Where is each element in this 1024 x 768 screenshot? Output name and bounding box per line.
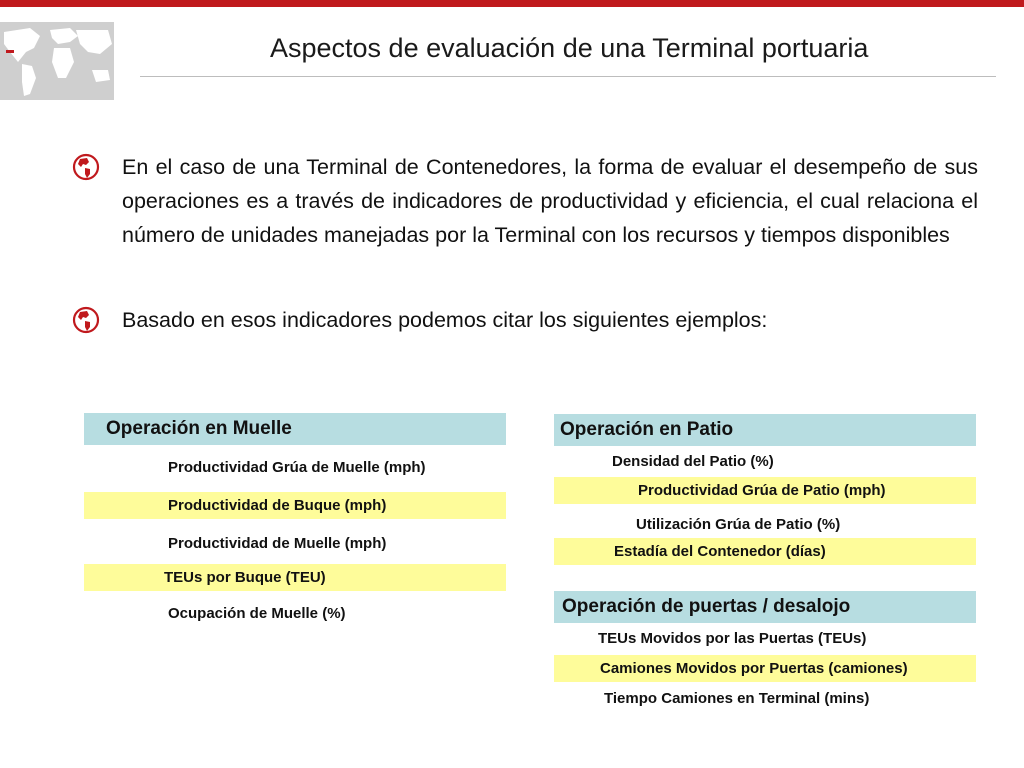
world-map-icon (0, 22, 114, 100)
kpi-row: Productividad de Muelle (mph) (168, 535, 387, 552)
kpi-row: Productividad Grúa de Patio (mph) (554, 477, 976, 504)
kpi-row: Estadía del Contenedor (días) (554, 538, 976, 565)
kpi-row: Camiones Movidos por Puertas (camiones) (554, 655, 976, 682)
kpi-row: Utilización Grúa de Patio (%) (636, 516, 841, 533)
kpi-row: Tiempo Camiones en Terminal (mins) (604, 690, 870, 707)
bullet-text: Basado en esos indicadores podemos citar los siguientes ejemplos: (122, 308, 768, 332)
slide-title: Aspectos de evaluación de una Terminal portuaria (270, 33, 869, 63)
kpi-row: Densidad del Patio (%) (612, 453, 774, 470)
kpi-row: Productividad de Buque (mph) (84, 492, 506, 519)
globe-americas-icon (72, 153, 100, 181)
kpi-row: TEUs Movidos por las Puertas (TEUs) (598, 630, 867, 647)
panel-header-patio: Operación en Patio (554, 414, 976, 446)
panel-header-muelle: Operación en Muelle (84, 413, 506, 445)
kpi-row: TEUs por Buque (TEU) (84, 564, 506, 591)
bullet-text: En el caso de una Terminal de Contenedores, la forma de evaluar el desempeño de sus operaciones es a través de indicadores de productividad y eficiencia, el cual relaciona el número de unidades manejadas por la Terminal con los recursos y tiempos disponibles (122, 155, 978, 247)
bullet-item (72, 150, 978, 252)
title-divider (140, 76, 996, 77)
kpi-row: Productividad Grúa de Muelle (mph) (168, 459, 426, 476)
bullet-item (72, 303, 978, 337)
top-accent-bar (0, 0, 1024, 7)
globe-americas-icon (72, 306, 100, 334)
kpi-row: Ocupación de Muelle (%) (168, 605, 346, 622)
panel-header-puertas: Operación de puertas / desalojo (554, 591, 976, 623)
